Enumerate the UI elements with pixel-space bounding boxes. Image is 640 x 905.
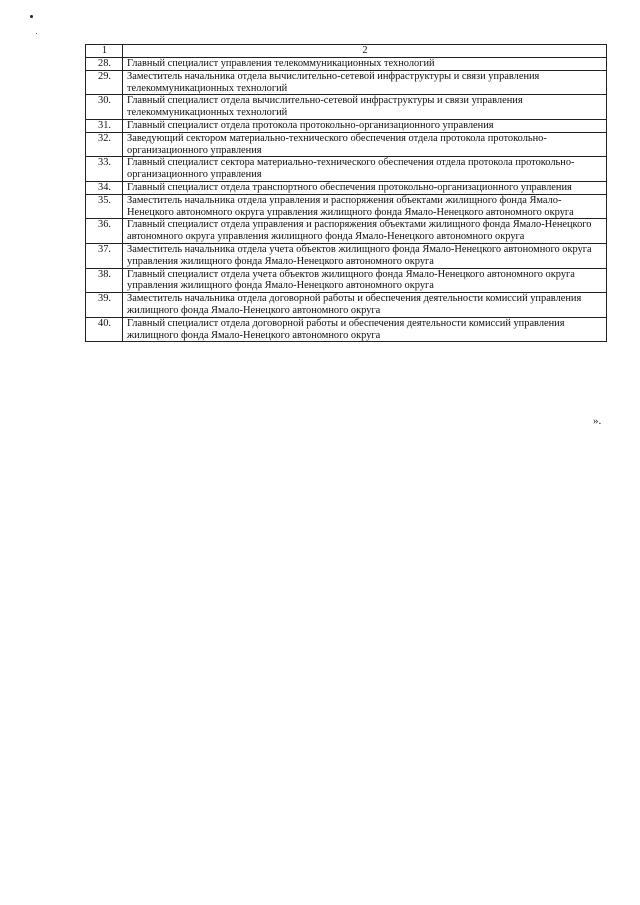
table-row (86, 70, 607, 95)
row-number: 35. (86, 194, 123, 219)
row-position-title: Заведующий сектором материально-технического обеспечения отдела протокола протокольно-организационного управления (123, 132, 607, 157)
row-position-title: Заместитель начальника отдела учета объектов жилищного фонда Ямало-Ненецкого автономного округа управления жилищного фонда Ямало-Ненецкого автономного округа (123, 243, 607, 268)
column-number-header: 1 (86, 45, 123, 58)
table-row (86, 119, 607, 132)
row-number: 29. (86, 70, 123, 95)
table-row (86, 181, 607, 194)
row-position-title: Главный специалист отдела учета объектов жилищного фонда Ямало-Ненецкого автономного округа управления жилищного фонда Ямало-Ненецкого автономного округа (123, 268, 607, 293)
row-number: 30. (86, 95, 123, 120)
row-position-title: Главный специалист отдела вычислительно-сетевой инфраструктуры и связи управления телекоммуникационных технологий (123, 95, 607, 120)
closing-quote-mark: ». (593, 415, 602, 427)
table-row (86, 243, 607, 268)
row-position-title: Заместитель начальника отдела договорной работы и обеспечения деятельности комиссий управления жилищного фонда Ямало-Ненецкого автономного округа (123, 293, 607, 318)
table-row (86, 58, 607, 71)
row-number: 31. (86, 119, 123, 132)
scan-speck (36, 33, 37, 34)
row-position-title: Заместитель начальника отдела управления и распоряжения объектами жилищного фонда Ямало-Ненецкого автономного округа управления жилищного фонда Ямало-Ненецкого автономного округа (123, 194, 607, 219)
row-number: 40. (86, 317, 123, 342)
table-row (86, 268, 607, 293)
table-row (86, 157, 607, 182)
table-row (86, 132, 607, 157)
positions-table (85, 44, 607, 342)
table-row (86, 194, 607, 219)
row-position-title: Главный специалист отдела транспортного обеспечения протокольно-организационного управления (123, 181, 607, 194)
row-number: 33. (86, 157, 123, 182)
column-title-header: 2 (123, 45, 607, 58)
row-number: 32. (86, 132, 123, 157)
table-row (86, 293, 607, 318)
row-number: 34. (86, 181, 123, 194)
row-number: 38. (86, 268, 123, 293)
table-row (86, 317, 607, 342)
row-position-title: Главный специалист отдела протокола протокольно-организационного управления (123, 119, 607, 132)
row-number: 36. (86, 219, 123, 244)
table-header-row (86, 45, 607, 58)
scan-speck (30, 15, 33, 18)
row-position-title: Заместитель начальника отдела вычислительно-сетевой инфраструктуры и связи управления телекоммуникационных технологий (123, 70, 607, 95)
row-number: 28. (86, 58, 123, 71)
row-number: 37. (86, 243, 123, 268)
row-number: 39. (86, 293, 123, 318)
row-position-title: Главный специалист отдела договорной работы и обеспечения деятельности комиссий управления жилищного фонда Ямало-Ненецкого автономного округа (123, 317, 607, 342)
row-position-title: Главный специалист отдела управления и распоряжения объектами жилищного фонда Ямало-Ненецкого автономного округа управления жилищного фонда Ямало-Ненецкого автономного округа (123, 219, 607, 244)
table-row (86, 95, 607, 120)
row-position-title: Главный специалист управления телекоммуникационных технологий (123, 58, 607, 71)
row-position-title: Главный специалист сектора материально-технического обеспечения отдела протокола протокольно-организационного управления (123, 157, 607, 182)
table-row (86, 219, 607, 244)
